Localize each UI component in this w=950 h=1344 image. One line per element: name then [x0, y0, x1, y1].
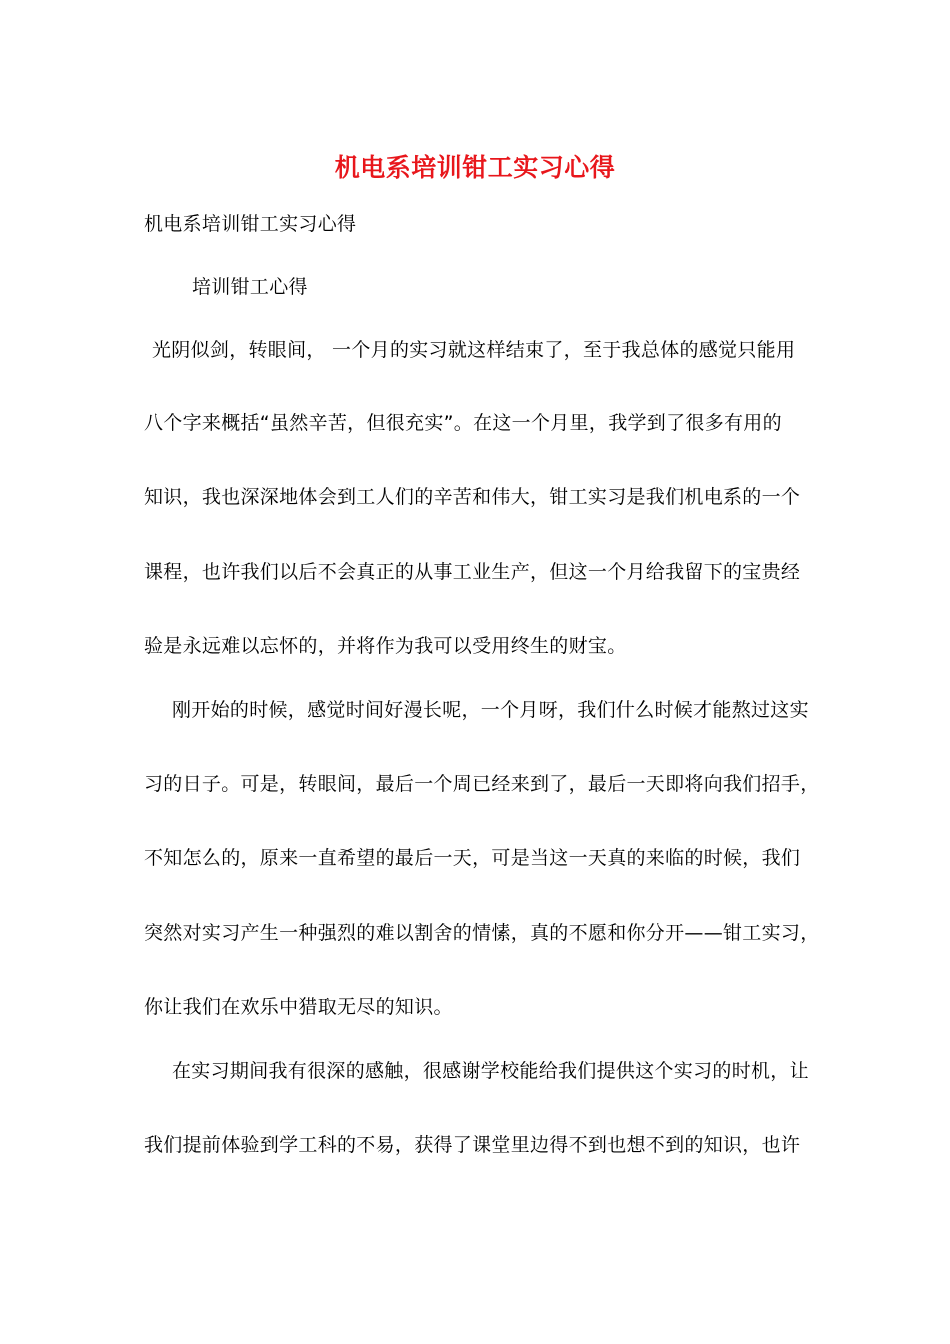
subtitle-line: 机电系培训钳工实习心得 [144, 213, 357, 235]
document-title: 机电系培训钳工实习心得 [334, 153, 616, 182]
paragraph-line: 八个字来概括“虽然辛苦，但很充实”。在这一个月里，我学到了很多有用的 [144, 412, 782, 434]
paragraph-line: 光阴似剑，转眼间， 一个月的实习就这样结束了，至于我总体的感觉只能用 [152, 339, 796, 361]
paragraph-line: 习的日子。可是，转眼间，最后一个周已经来到了，最后一天即将向我们招手， [144, 773, 820, 795]
paragraph-line: 不知怎么的，原来一直希望的最后一天，可是当这一天真的来临的时候，我们 [144, 847, 801, 869]
paragraph-line: 我们提前体验到学工科的不易，获得了课堂里边得不到也想不到的知识，也许 [144, 1134, 801, 1156]
paragraph-line: 验是永远难以忘怀的，并将作为我可以受用终生的财宝。 [144, 635, 627, 657]
paragraph-line: 你让我们在欢乐中猎取无尽的知识。 [144, 996, 453, 1018]
paragraph-line: 刚开始的时候，感觉时间好漫长呢，一个月呀，我们什么时候才能熬过这实 [172, 699, 809, 721]
paragraph-line: 突然对实习产生一种强烈的难以割舍的情愫，真的不愿和你分开——钳工实习， [144, 922, 820, 944]
paragraph-line: 知识，我也深深地体会到工人们的辛苦和伟大，钳工实习是我们机电系的一个 [144, 486, 801, 508]
paragraph-line: 在实习期间我有很深的感触，很感谢学校能给我们提供这个实习的时机，让 [172, 1060, 809, 1082]
paragraph-line: 课程，也许我们以后不会真正的从事工业生产，但这一个月给我留下的宝贵经 [144, 561, 801, 583]
section-heading: 培训钳工心得 [192, 276, 308, 298]
